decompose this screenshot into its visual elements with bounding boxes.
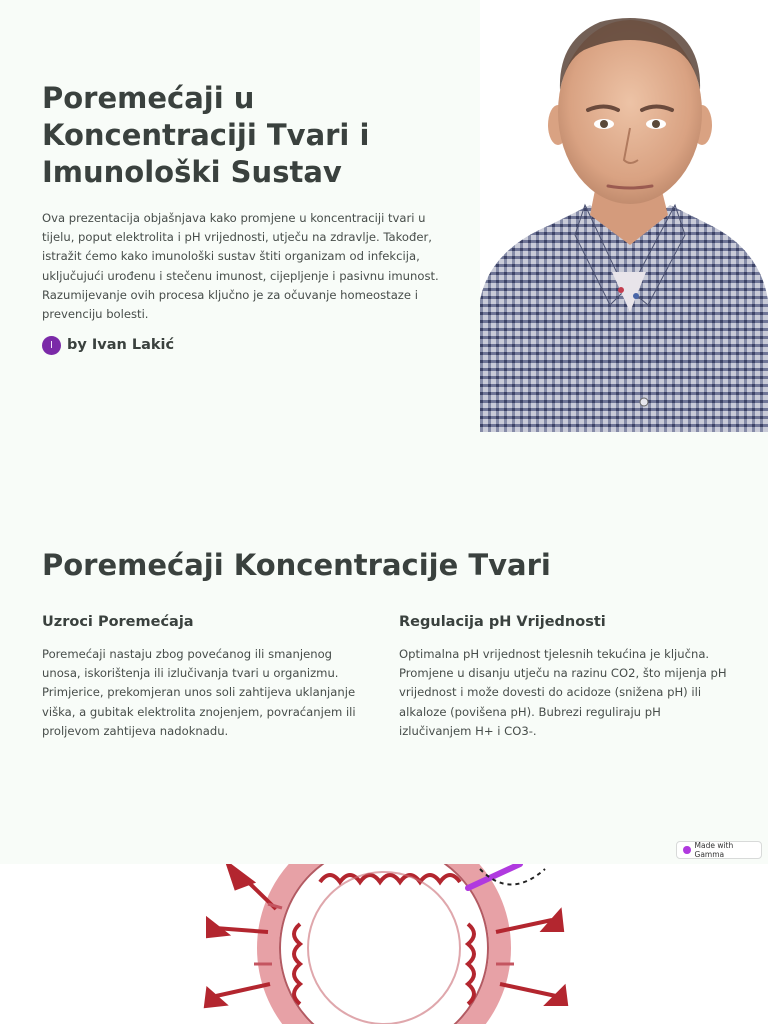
column-text: Optimalna pH vrijednost tjelesnih tekućina je ključna. Promjene u disanju utječu na razinu CO2, što mijenja pH vrijednost i može dovesti do acidoze (snižena pH) ili alkaloze (povišena pH). Bubrezi reguliraju pH izlučivanjem H+ i CO3-. [399, 647, 727, 738]
column-causes [42, 614, 372, 741]
column-ph-regulation [399, 614, 729, 741]
section-title: Poremećaji Koncentracije Tvari [42, 548, 551, 582]
column-title: Regulacija pH Vrijednosti [399, 614, 606, 630]
virus-slide [0, 864, 768, 1024]
virus-illustration-icon [0, 864, 768, 1024]
made-with-gamma-badge[interactable] [676, 841, 762, 859]
gamma-logo-icon [683, 846, 691, 854]
badge-label: Made with Gamma [694, 841, 734, 859]
presentation-title: Poremećaji u Koncentraciji Tvari i Imunološki Sustav [42, 81, 370, 189]
column-title: Uzroci Poremećaja [42, 614, 194, 630]
author-photo [480, 0, 768, 432]
title-slide [0, 0, 768, 432]
avatar: I [42, 336, 61, 355]
author-name: by Ivan Lakić [67, 337, 175, 353]
presentation-description: Ova prezentacija objašnjava kako promjene u koncentraciji tvari u tijelu, poput elektrolita i pH vrijednosti, utječu na zdravlje. Također, istražit ćemo kako imunološki sustav štiti organizam od infekcija, uključujući urođenu i stečenu imunost, cijepljenje i pasivnu imunost. Razumijevanje ovih procesa ključno je za očuvanje homeostaze i prevenciju bolesti. [42, 211, 439, 322]
column-text: Poremećaji nastaju zbog povećanog ili smanjenog unosa, iskorištenja ili izlučivanja tvari u organizmu. Primjerice, prekomjeran unos soli zahtijeva uklanjanje viška, a gubitak elektrolita znojenjem, povraćanjem ili proljevom zahtijeva nadoknadu. [42, 647, 356, 738]
author-byline [42, 335, 174, 355]
content-slide [0, 432, 768, 864]
